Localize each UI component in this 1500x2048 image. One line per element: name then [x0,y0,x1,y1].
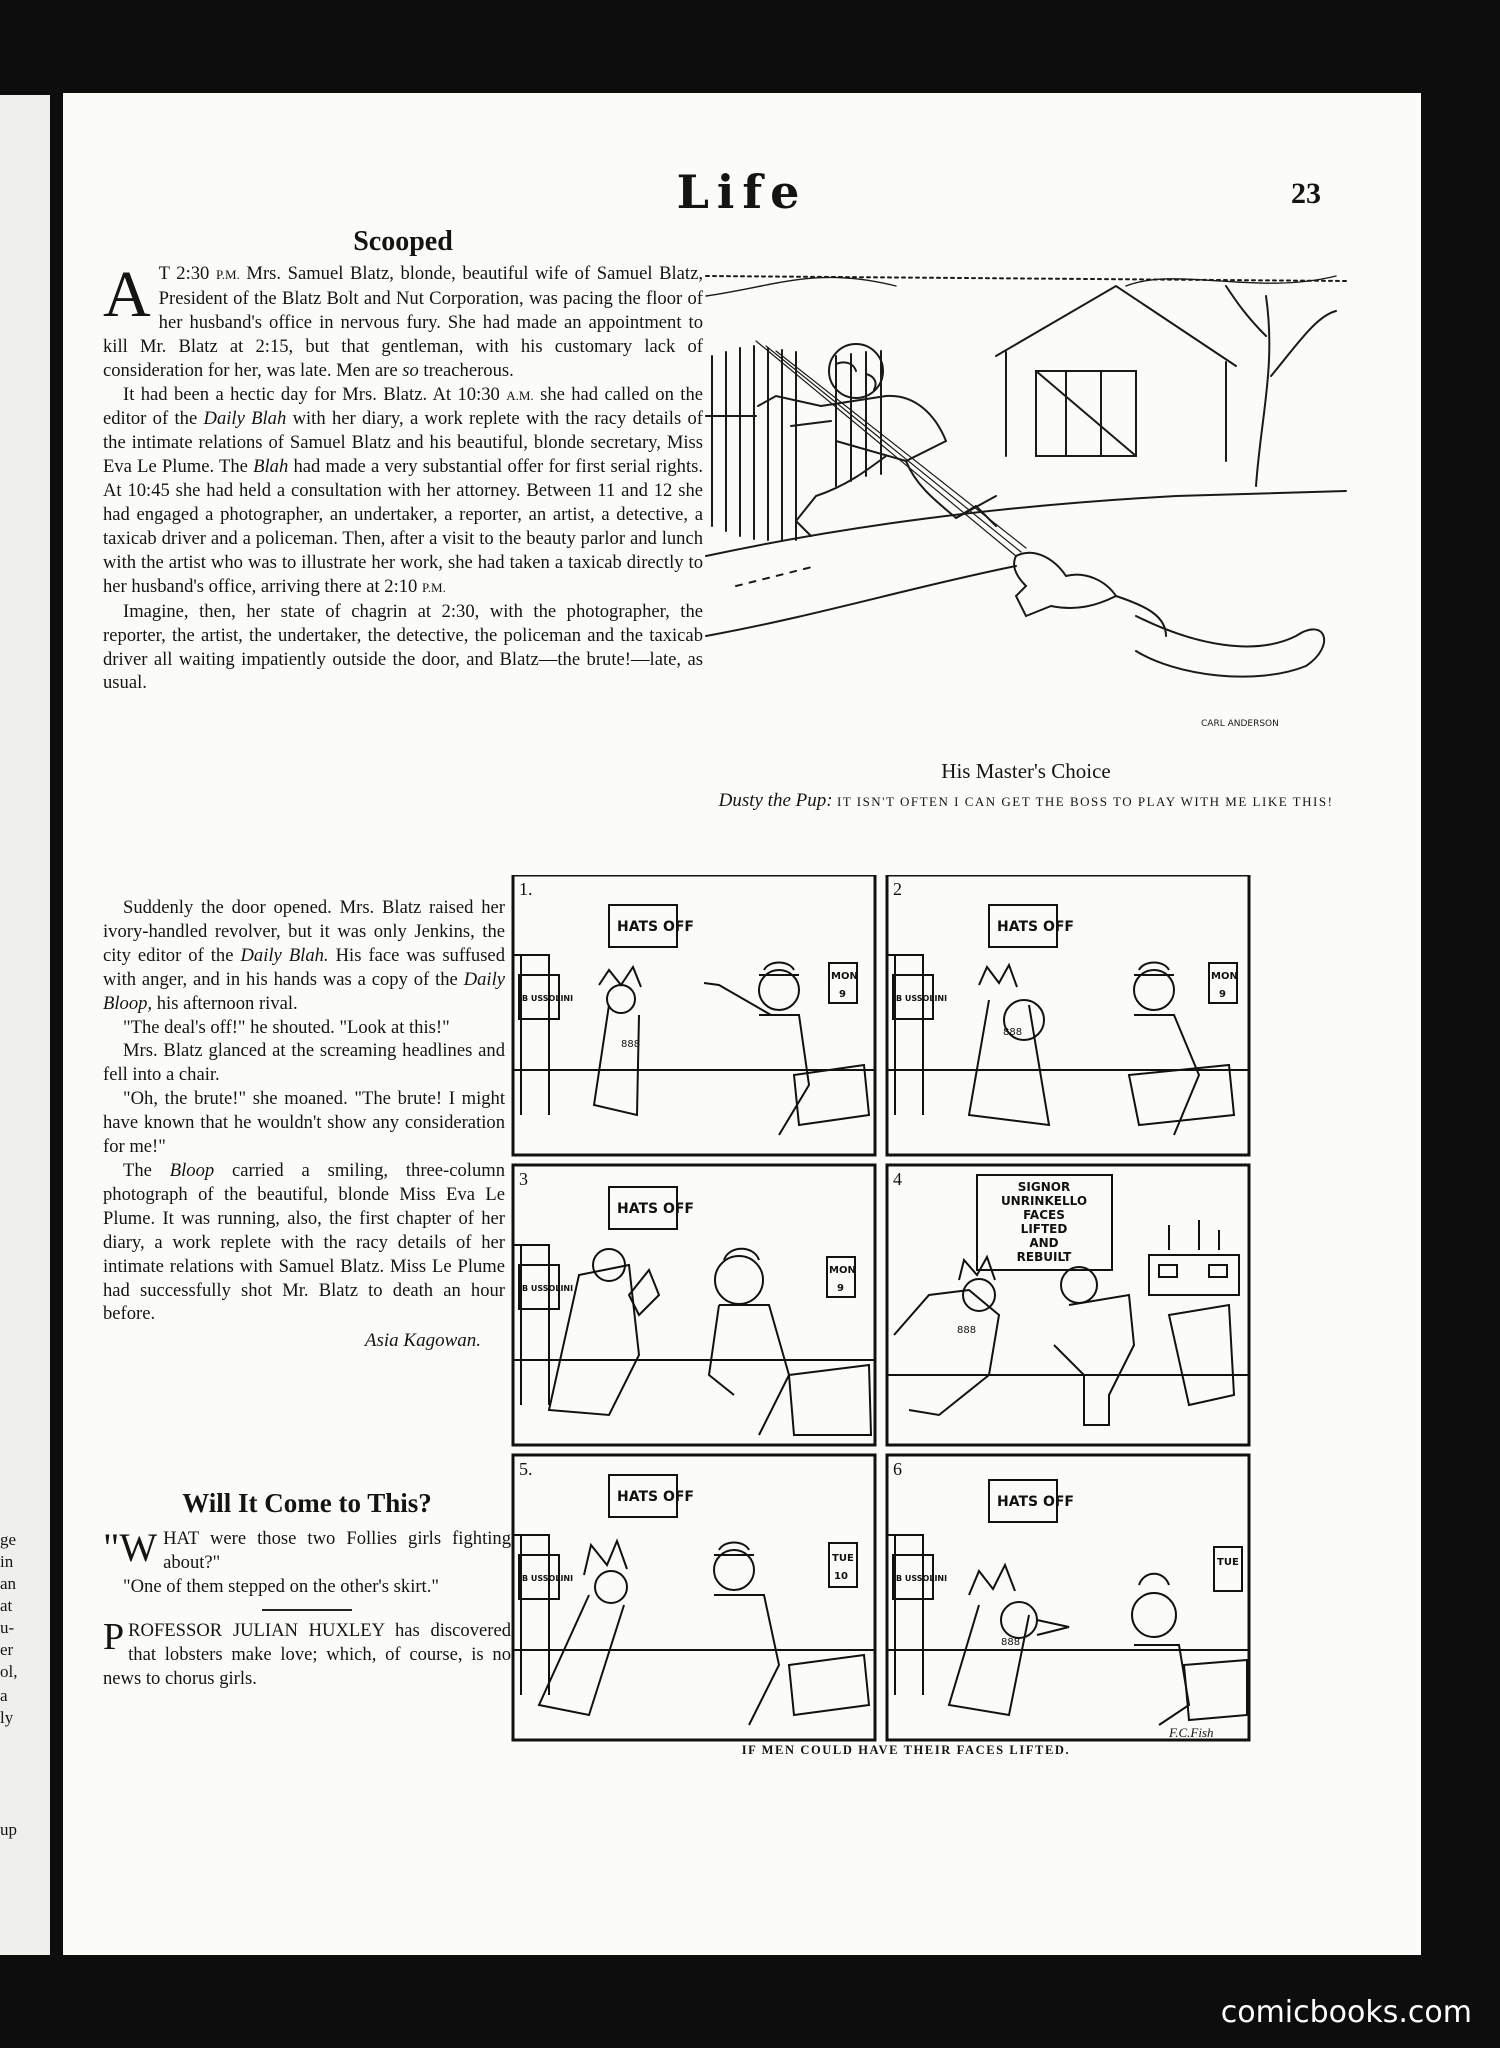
calendar-day: MON [831,971,858,982]
edge-fragment: ol, [0,1662,18,1681]
edge-fragment: up [0,1820,17,1839]
door-name: B USSOLINI [522,994,574,1003]
strip-caption: IF MEN COULD HAVE THEIR FACES LIFTED. [741,1743,1071,1757]
hats-off-sign: HATS OFF [997,919,1074,935]
calendar-date: 9 [1219,989,1226,1000]
article-paragraph: T 2:30 P.M. Mrs. Samuel Blatz, blonde, beautiful wife of Samuel Blatz, President of the Blatz Bolt and Nut Corporation, was pacing the floor of her husband's office in nervous fury. She had made an appointment to kill Mr. Blatz at 2:15, but that gentleman, with his customary lack of consideration for her, was late. Men are so treacherous. [103,263,703,381]
page-number: 23 [1291,177,1321,210]
cartoon-speaker: Dusty the Pup: [718,790,833,811]
divider [262,1609,352,1611]
drop-cap: "W [103,1525,158,1570]
door-name: B USSOLINI [896,1574,948,1583]
calendar-date: 10 [834,1571,848,1582]
article-paragraph: The Bloop carried a smiling, three-column photograph of the beautiful, blonde Miss Eva Le Plume. It was running, also, the first chapter of her diary, a work replete with the racy details of her intimate relations with Samuel Blatz. Miss Le Plume had successfully shot Mr. Blatz to death an hour before. [103,1159,506,1325]
edge-fragment: an [0,1574,17,1593]
hats-off-sign: HATS OFF [617,1201,694,1217]
calendar-day: TUE [832,1553,854,1564]
joke-paragraph: ROFESSOR JULIAN HUXLEY has discovered that lobsters make love; which, of course, is no news to chorus girls. [103,1619,511,1689]
article-paragraph: Imagine, then, her state of chagrin at 2:30, with the photographer, the reporter, the artist, the undertaker, the detective, the policeman and the taxicab driver all waiting impatiently outside the door, and Blatz—the brute!—late, as usual. [103,600,703,694]
calendar-day: MON [1211,971,1238,982]
cartoon-speech: IT ISN'T OFTEN I CAN GET THE BOSS TO PLAY WITH ME LIKE THIS! [836,794,1334,809]
byline: Asia Kagowan. [364,1330,481,1352]
edge-fragment: ge [0,1530,17,1549]
door-name: B USSOLINI [522,1574,574,1583]
strip-panel-5 [513,1455,875,1740]
scooped-article [103,226,703,695]
hats-off-sign: HATS OFF [617,919,694,935]
article-paragraph: Mrs. Blatz glanced at the screaming headlines and fell into a chair. [103,1040,505,1086]
calendar-day: MON [829,1265,856,1276]
badge: 888 [1001,1637,1021,1648]
hats-off-sign: HATS OFF [617,1489,694,1505]
article-paragraph: Suddenly the door opened. Mrs. Blatz raised her ivory-handled revolver, but it was only Jenkins, the city editor of the Daily Blah. His face was suffused with anger, and in his hands was a copy of the Daily Bloop, his afternoon rival. [103,897,505,1014]
edge-fragment: u- [0,1618,15,1637]
edge-fragment: at [0,1596,13,1615]
article-paragraph: It had been a hectic day for Mrs. Blatz. At 10:30 A.M. she had called on the editor of the Daily Blah with her diary, a work replete with the racy details of the intimate relations of Samuel Blatz and his beautiful, blonde secretary, Miss Eva Le Plume. The Blah had made a very substantial offer for first serial rights. At 10:45 she had held a consultation with her attorney. Between 11 and 12 she had engaged a photographer, an undertaker, a reporter, an artist, a detective, a taxicab driver and a policeman. Then, after a visit to the beauty parlor and lunch with the artist who was to illustrate her work, she had taken a taxicab directly to her husband's office, arriving there at 2:10 P.M. [103,383,704,597]
cartoon-caption [696,789,1356,813]
panel-number: 6 [893,1459,902,1479]
badge: 888 [1003,1027,1023,1038]
cartoon-illustration [696,256,1356,836]
panel-number: 5. [519,1459,533,1479]
badge: 888 [957,1325,977,1336]
door-name: B USSOLINI [522,1284,574,1293]
article-title: Scooped [353,226,453,257]
edge-fragment: a [0,1686,8,1705]
magazine-page [63,93,1421,1955]
calendar-date: 9 [839,989,846,1000]
edge-fragment: in [0,1552,14,1571]
panel-number: 2 [893,879,902,899]
strip-panel-3 [513,1165,875,1445]
edge-fragment: ly [0,1708,14,1727]
comic-strip [509,875,1303,1748]
article-paragraph: "The deal's off!" he shouted. "Look at this!" [123,1016,450,1038]
badge: 888 [621,1039,641,1050]
calendar-day: TUE [1217,1557,1239,1568]
salon-sign-line: FACES [1023,1208,1065,1222]
strip-panel-2 [887,875,1249,1155]
article-title: Will It Come to This? [182,1488,432,1518]
scooped-article-continued [103,896,505,1352]
left-page-edge [0,95,50,1955]
watermark: comicbooks.com [1220,1995,1472,2030]
salon-sign-line: REBUILT [1016,1250,1072,1264]
salon-sign-line: AND [1029,1236,1059,1250]
calendar-date: 9 [837,1283,844,1294]
hats-off-sign: HATS OFF [997,1494,1074,1510]
salon-sign-line: SIGNOR [1017,1180,1071,1194]
joke-answer: "One of them stepped on the other's skirt." [123,1575,439,1597]
cartoon-title: His Master's Choice [941,759,1111,783]
panel-number: 1. [519,879,533,899]
salon-sign-line: UNRINKELLO [1000,1194,1088,1208]
article-paragraph: "Oh, the brute!" she moaned. "The brute! I might have known that he wouldn't show any consideration for me!" [103,1088,505,1158]
panel-number: 3 [519,1169,528,1189]
masthead: Life [676,165,808,219]
edge-fragment: er [0,1640,14,1659]
panel-number: 4 [893,1169,902,1189]
strip-panel-1 [513,875,875,1155]
drop-cap: A [103,258,151,331]
joke-question: HAT were those two Follies girls fighting about?" [163,1528,511,1573]
cartoon-signature: CARL ANDERSON [1201,719,1279,729]
drop-cap: P [103,1615,125,1658]
door-name: B USSOLINI [896,994,948,1003]
salon-sign-line: LIFTED [1020,1222,1068,1236]
strip-signature: F.C.Fish [1169,1725,1214,1740]
will-it-article [103,1488,511,1690]
